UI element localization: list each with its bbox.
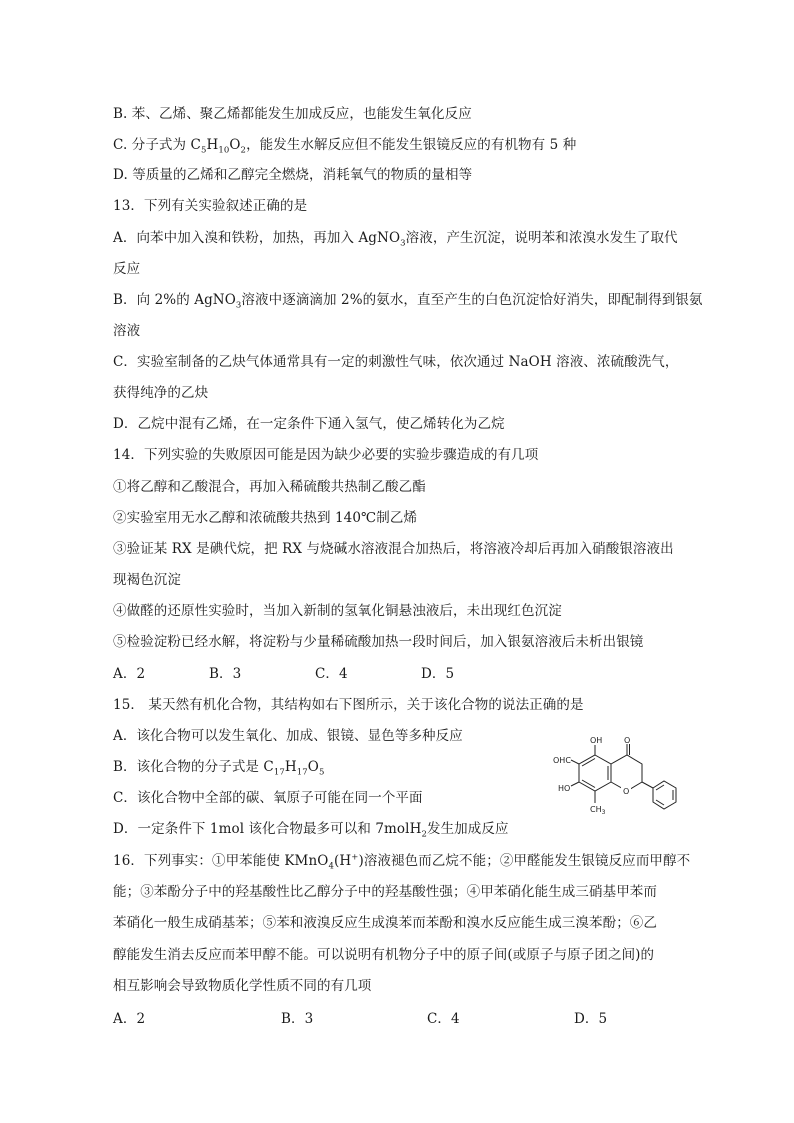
q13-option-c: C．实验室制备的乙炔气体通常具有一定的刺激性气味，依次通过 NaOH 溶液、浓硫酸洗气，	[113, 354, 679, 370]
q12-option-b: B. 苯、乙烯、聚乙烯都能发生加成反应，也能发生氧化反应	[113, 106, 472, 122]
q15-option-c: C．该化合物中全部的碳、氧原子可能在同一个平面	[113, 790, 423, 806]
q15-option-d: D．一定条件下 1mol 该化合物最多可以和 7molH$_2$发生加成反应	[113, 821, 509, 840]
q14-item-1: ①将乙醇和乙酸混合，再加入稀硫酸共热制乙酸乙酯	[113, 479, 426, 495]
q16-option-d: D．5	[574, 1011, 608, 1027]
q12-option-d: D. 等质量的乙烯和乙醇完全燃烧，消耗氧气的物质的量相等	[113, 167, 473, 183]
struct-label-ohc: OHC	[553, 756, 571, 765]
q16-option-c: C．4	[427, 1011, 460, 1027]
q15-option-a: A．该化合物可以发生氧化、加成、银镜、显色等多种反应	[113, 728, 463, 744]
q15-stem: 15． 某天然有机化合物，其结构如右下图所示，关于该化合物的说法正确的是	[113, 697, 584, 713]
chemical-structure-svg	[550, 733, 700, 828]
struct-label-oh-top: OH	[590, 736, 603, 745]
q14-options	[113, 665, 454, 683]
q16-stem-line-3: 苯硝化一般生成硝基苯；⑤苯和液溴反应生成溴苯而苯酚和溴水反应能生成三溴苯酚；⑥乙	[113, 915, 657, 931]
struct-label-ring-o: O	[623, 787, 630, 796]
q14-option-d: D．5	[421, 666, 455, 682]
q13-option-a-cont: 反应	[113, 261, 141, 277]
q16-options	[113, 1010, 607, 1028]
q16-option-a: A．2	[113, 1011, 146, 1027]
q13-stem: 13．下列有关实验叙述正确的是	[113, 198, 308, 214]
q14-item-3-cont: 现褐色沉淀	[113, 572, 181, 588]
q13-option-d: D．乙烷中混有乙烯，在一定条件下通入氢气，使乙烯转化为乙烷	[113, 416, 505, 432]
q16-stem-line-2: 能；③苯酚分子中的羟基酸性比乙醇分子中的羟基酸性强；④甲苯硝化能生成三硝基甲苯而	[113, 884, 657, 900]
q14-stem: 14．下列实验的失败原因可能是因为缺少必要的实验步骤造成的有几项	[113, 447, 539, 463]
ring-a	[579, 755, 611, 791]
q16-option-b: B．3	[281, 1011, 314, 1027]
q15-option-b: B．该化合物的分子式是 $C_{17}H_{17}O_5$	[113, 759, 325, 778]
struct-label-ch3: $CH_3$	[590, 805, 606, 816]
q13-option-c-cont: 获得纯净的乙炔	[113, 385, 209, 401]
q13-option-a: A．向苯中加入溴和铁粉，加热，再加入 AgNO$_3$溶液，产生沉淀，说明苯和浓溴水发生了取代	[113, 230, 678, 249]
chemical-structure-diagram	[550, 733, 700, 828]
q16-stem-line-1: 16．下列事实：①甲苯能使 KMnO$_4$(H+)溶液褪色而乙烷不能；②甲醛能发生银镜反应而甲醇不	[113, 852, 691, 872]
q16-stem-line-4: 醇能发生消去反应而苯甲醇不能。可以说明有机物分子中的原子间(或原子与原子团之间)的	[113, 947, 655, 963]
q13-option-b-cont: 溶液	[113, 323, 141, 339]
struct-label-ho: HO	[558, 784, 571, 793]
q13-option-b: B．向 2%的 AgNO$_3$溶液中逐滴滴加 2%的氨水，直至产生的白色沉淀恰好消失，即配制得到银氨	[113, 292, 703, 311]
struct-label-keto-o: O	[624, 736, 631, 745]
q14-option-b: B．3	[209, 666, 242, 682]
q14-option-c: C．4	[315, 666, 348, 682]
q12-option-c: C. 分子式为 $C_5H_{10}O_2$，能发生水解反应但不能发生银镜反应的有机物有 5 种	[113, 137, 577, 156]
q14-item-2: ②实验室用无水乙醇和浓硫酸共热到 140℃制乙烯	[113, 510, 418, 526]
q14-option-a: A．2	[113, 666, 146, 682]
q16-stem-line-5: 相互影响会导致物质化学性质不同的有几项	[113, 978, 372, 994]
q14-item-5: ⑤检验淀粉已经水解，将淀粉与少量稀硫酸加热一段时间后，加入银氨溶液后未析出银镜	[113, 634, 644, 650]
ring-c	[611, 755, 642, 791]
q14-item-3: ③验证某 RX 是碘代烷，把 RX 与烧碱水溶液混合加热后，将溶液冷却后再加入硝酸银溶液出	[113, 541, 674, 557]
q14-item-4: ④做醛的还原性实验时，当加入新制的氢氧化铜悬浊液后，未出现红色沉淀	[113, 603, 562, 619]
